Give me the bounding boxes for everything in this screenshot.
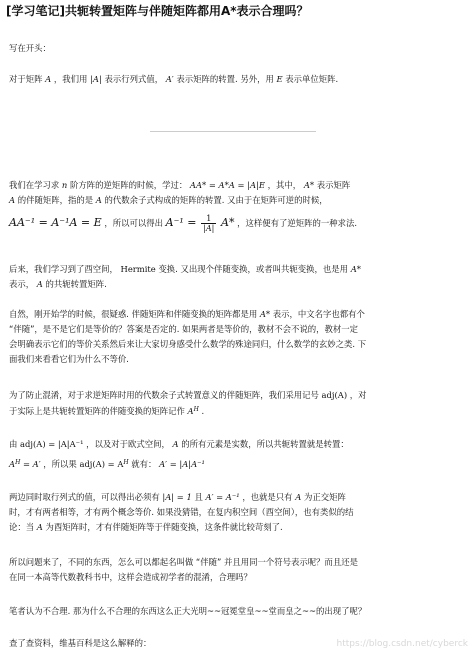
math-superscript-H: H (193, 406, 199, 413)
para5-line1 (9, 438, 465, 450)
term-hermite: Hermite (120, 264, 156, 274)
math-inverse-equation: AA⁻¹ = A⁻¹A = E (9, 216, 102, 229)
text: 由 (9, 439, 18, 449)
math-A-star: A* (221, 216, 235, 229)
math-adj-equals: adj(A) = A (79, 459, 124, 469)
math-A: A (295, 492, 302, 502)
para3-line1 (9, 308, 465, 320)
math-A-star: A* (303, 180, 315, 190)
math-A: A (36, 279, 43, 289)
text: 为正交矩阵 (303, 492, 346, 502)
text: . (201, 406, 205, 416)
para4-line1 (9, 389, 465, 401)
text: 表示，中文名字也都有个 (272, 309, 365, 319)
text: ，以及对于欧式空间， (86, 439, 170, 449)
math-A: A (9, 459, 16, 469)
math-det-equals-one: |A| = 1 (162, 492, 192, 502)
text: 两边同时取行列式的值，可以得出必须有 (9, 492, 160, 502)
math-inverse-identity: AA* = A*A = |A|E (189, 180, 265, 190)
math-inverse-lhs: A⁻¹ = (165, 216, 197, 229)
math-A: A (9, 195, 16, 205)
text: 就有： (131, 459, 157, 469)
text: 论：当 (9, 522, 35, 532)
para6-line2: 时，才有两者相等，才有两个概念等价. 如果没猜错，在复内积空间（酉空间），也有类似的结 (9, 507, 354, 517)
math-A-H: A (187, 406, 194, 416)
math-A-transpose: A′ (165, 74, 174, 84)
math-E: E (276, 74, 283, 84)
text: ，其中， (267, 180, 302, 190)
math-A: A (172, 439, 179, 449)
para1-line1 (9, 179, 465, 191)
para6-line1 (9, 491, 465, 503)
text: ，也就是只有 (242, 492, 293, 502)
text: 表示矩阵 (316, 180, 351, 190)
text: 为酉矩阵时，才有伴随矩阵等于伴随变换，这条件就比较苛刻了. (45, 522, 283, 532)
intro-text: 对于矩阵 (9, 74, 43, 84)
para3-line2: “伴随”，是不是它们是等价的？答案是否定的. 如果两者是等价的，教材不会不说的，教材一定 (9, 324, 358, 334)
para1-line2 (9, 194, 465, 206)
intro-text: 表示行列式值， (104, 74, 164, 84)
fraction-denominator: |A| (203, 224, 215, 233)
math-equals-transpose: = A′ (22, 459, 41, 469)
math-adj-equation: adj(A) = |A|A⁻¹ (20, 439, 84, 449)
math-superscript-H: H (15, 459, 21, 466)
math-det-A: |A| (90, 74, 102, 84)
fraction-numerator: 1 (201, 214, 216, 224)
math-A: A (95, 195, 102, 205)
math-transpose-equation: A′ = |A|A⁻¹ (159, 459, 205, 469)
intro-heading: 写在开头： (9, 43, 51, 53)
para9-line1: 查了查资料，维基百科是这么解释的： (9, 638, 152, 648)
text: 表示， (9, 279, 35, 289)
text: 的代数余子式构成的矩阵的转置. 又由于在矩阵可逆的时候， (104, 195, 328, 205)
intro-text: 表示矩阵的转置. 另外，用 (176, 74, 274, 84)
para7-line1: 所以问题来了，不同的东西，怎么可以都起名叫做 “伴随” 并且用同一个符号表示呢？而且还是 (9, 557, 358, 567)
text: 的所有元素是实数，所以共轭转置就是转置： (181, 439, 349, 449)
para8-line1: 笔者认为不合理. 那为什么不合理的东西这么正大光明~~冠冕堂皇~~堂而皇之~~的出现了呢？ (9, 606, 367, 616)
text: 且 (194, 492, 203, 502)
para6-line3 (9, 521, 465, 533)
para5-line2 (9, 458, 465, 470)
text: 阶方阵的逆矩阵的时候，学过： (70, 180, 188, 190)
text: ，所以可以得出 (104, 218, 163, 228)
intro-text: 表示单位矩阵. (285, 74, 339, 84)
para7-line2: 在同一本高等代数教科书中，这样会造成初学者的混淆，合理吗？ (9, 572, 252, 582)
article-title: [学习笔记]共轭转置矩阵与伴随矩阵都用A*表示合理吗？ (6, 4, 309, 18)
text: ，所以果 (43, 459, 77, 469)
para3-line4: 面我们来看看它们为什么不等价. (9, 354, 129, 364)
para3-line3: 会明确表示它们的等价关系然后来让大家切身感受什么数学的殊途同归，什么数学的玄妙之类. 下 (9, 339, 367, 349)
para4-line2 (9, 405, 465, 417)
intro-sentence (9, 73, 465, 85)
text: 的共轭转置矩阵. (45, 279, 107, 289)
watermark: https://blog.csdn.net/cyberck (336, 639, 468, 649)
text: 为了防止混淆，对于求逆矩阵时用的代数余子式转置意义的伴随矩阵，我们采用记号 (9, 390, 319, 400)
math-orthogonal-condition: A′ = A⁻¹ (205, 492, 240, 502)
math-adj-A: adj(A) (321, 390, 348, 400)
math-A-star: A* (350, 264, 361, 274)
math-A-star: A* (259, 309, 271, 319)
para1-line3 (9, 214, 465, 233)
math-n: n (61, 180, 68, 190)
intro-text: ，我们用 (53, 74, 88, 84)
para2-line2 (9, 278, 465, 290)
text: 我们在学习求 (9, 180, 60, 190)
math-A: A (45, 74, 52, 84)
text: 变换. 又出现个伴随变换，或者叫共轭变换，也是用 (158, 264, 349, 274)
text: ，这样便有了逆矩阵的一种求法. (237, 218, 358, 228)
text: 的伴随矩阵，指的是 (17, 195, 94, 205)
math-superscript-H: H (123, 459, 129, 466)
math-fraction (201, 214, 216, 233)
section-divider (150, 131, 316, 132)
text: 后来，我们学习到了酉空间， (9, 264, 118, 274)
para2-line1 (9, 263, 465, 275)
text: 自然，刚开始学的时候，很疑惑. 伴随矩阵和伴随变换的矩阵都是用 (9, 309, 258, 319)
text: ，对 (349, 390, 367, 400)
math-A: A (36, 522, 43, 532)
text: 于实际上是共轭转置矩阵的伴随变换的矩阵记作 (9, 406, 185, 416)
